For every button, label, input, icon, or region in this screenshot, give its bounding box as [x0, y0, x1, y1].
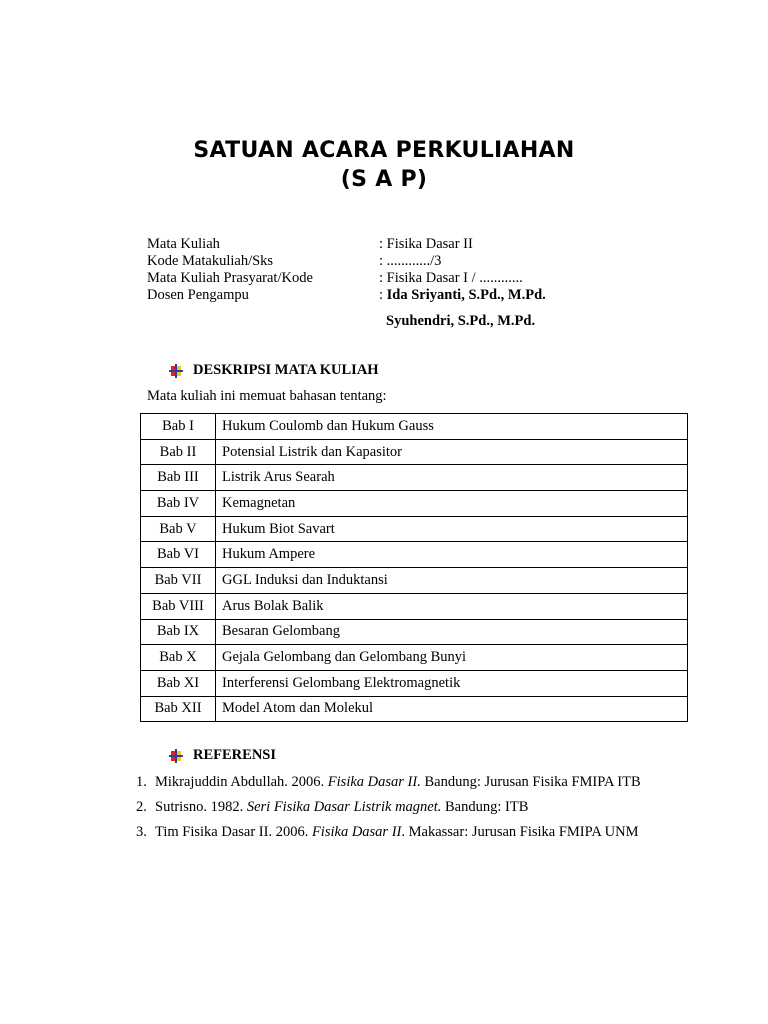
table-row [141, 465, 688, 491]
table-row [141, 491, 688, 517]
pushpin-bullet-icon [169, 364, 183, 378]
info-label-dosen: Dosen Pengampu [147, 287, 249, 303]
reference-publisher: Bandung: ITB [441, 799, 529, 815]
topic-cell: Hukum Ampere [216, 542, 688, 568]
reference-publisher: Bandung: Jurusan Fisika FMIPA ITB [420, 774, 641, 790]
bab-cell: Bab IX [141, 619, 216, 645]
table-row [141, 696, 688, 722]
bab-cell: Bab VII [141, 568, 216, 594]
reference-author: Mikrajuddin Abdullah. 2006. [155, 774, 328, 790]
section-heading-referensi-text: REFERENSI [193, 747, 276, 763]
topic-cell: Model Atom dan Molekul [216, 696, 688, 722]
topic-cell: Interferensi Gelombang Elektromagnetik [216, 670, 688, 696]
reference-number: 3. [136, 824, 147, 840]
section-heading-deskripsi-text: DESKRIPSI MATA KULIAH [193, 362, 379, 378]
bab-cell: Bab I [141, 414, 216, 440]
info-value-mata-kuliah: : Fisika Dasar II [379, 236, 473, 252]
reference-author: Tim Fisika Dasar II. 2006. [155, 824, 312, 840]
topic-cell: Potensial Listrik dan Kapasitor [216, 439, 688, 465]
reference-number: 2. [136, 799, 147, 815]
topic-cell: Besaran Gelombang [216, 619, 688, 645]
table-row [141, 439, 688, 465]
bab-cell: Bab IV [141, 491, 216, 517]
table-row [141, 516, 688, 542]
topic-cell: Gejala Gelombang dan Gelombang Bunyi [216, 645, 688, 671]
page-subtitle: (S A P) [340, 167, 428, 192]
bab-cell: Bab X [141, 645, 216, 671]
reference-number: 1. [136, 774, 147, 790]
bab-cell: Bab XI [141, 670, 216, 696]
reference-list [136, 770, 676, 845]
bab-cell: Bab II [141, 439, 216, 465]
topic-cell: Listrik Arus Searah [216, 465, 688, 491]
list-item [136, 795, 676, 820]
reference-publisher: . Makassar: Jurusan Fisika FMIPA UNM [401, 824, 639, 840]
info-label-prasyarat: Mata Kuliah Prasyarat/Kode [147, 270, 313, 286]
list-item [136, 820, 676, 845]
deskripsi-intro: Mata kuliah ini memuat bahasan tentang: [147, 388, 387, 404]
reference-author: Sutrisno. 1982. [155, 799, 247, 815]
topic-cell: Hukum Biot Savart [216, 516, 688, 542]
topic-cell: Hukum Coulomb dan Hukum Gauss [216, 414, 688, 440]
info-value-dosen-2: Syuhendri, S.Pd., M.Pd. [386, 313, 536, 329]
info-value-dosen [379, 287, 546, 304]
page-title: SATUAN ACARA PERKULIAHAN [193, 138, 575, 163]
info-label-kode: Kode Matakuliah/Sks [147, 253, 274, 269]
info-value-dosen-prefix: : [379, 287, 387, 303]
topic-cell: GGL Induksi dan Induktansi [216, 568, 688, 594]
list-item [136, 770, 676, 795]
table-row [141, 670, 688, 696]
topic-cell: Arus Bolak Balik [216, 593, 688, 619]
pushpin-bullet-icon [169, 749, 183, 763]
bab-cell: Bab VI [141, 542, 216, 568]
table-row [141, 542, 688, 568]
topic-cell: Kemagnetan [216, 491, 688, 517]
reference-title: Fisika Dasar II. [327, 774, 421, 790]
table-row [141, 593, 688, 619]
section-heading-referensi [169, 747, 276, 764]
reference-title: Seri Fisika Dasar Listrik magnet. [246, 799, 442, 815]
table-row [141, 645, 688, 671]
info-value-prasyarat: : Fisika Dasar I / ............ [379, 270, 523, 286]
reference-title: Fisika Dasar II [311, 824, 402, 840]
table-row [141, 568, 688, 594]
section-heading-deskripsi [169, 362, 379, 379]
bab-cell: Bab V [141, 516, 216, 542]
bab-cell: Bab VIII [141, 593, 216, 619]
table-row [141, 414, 688, 440]
info-label-mata-kuliah: Mata Kuliah [147, 236, 220, 252]
info-value-dosen-name: Ida Sriyanti, S.Pd., M.Pd. [386, 287, 546, 303]
bab-table [140, 413, 688, 722]
table-row [141, 619, 688, 645]
bab-cell: Bab XII [141, 696, 216, 722]
bab-cell: Bab III [141, 465, 216, 491]
info-value-kode: : ............/3 [379, 253, 442, 269]
